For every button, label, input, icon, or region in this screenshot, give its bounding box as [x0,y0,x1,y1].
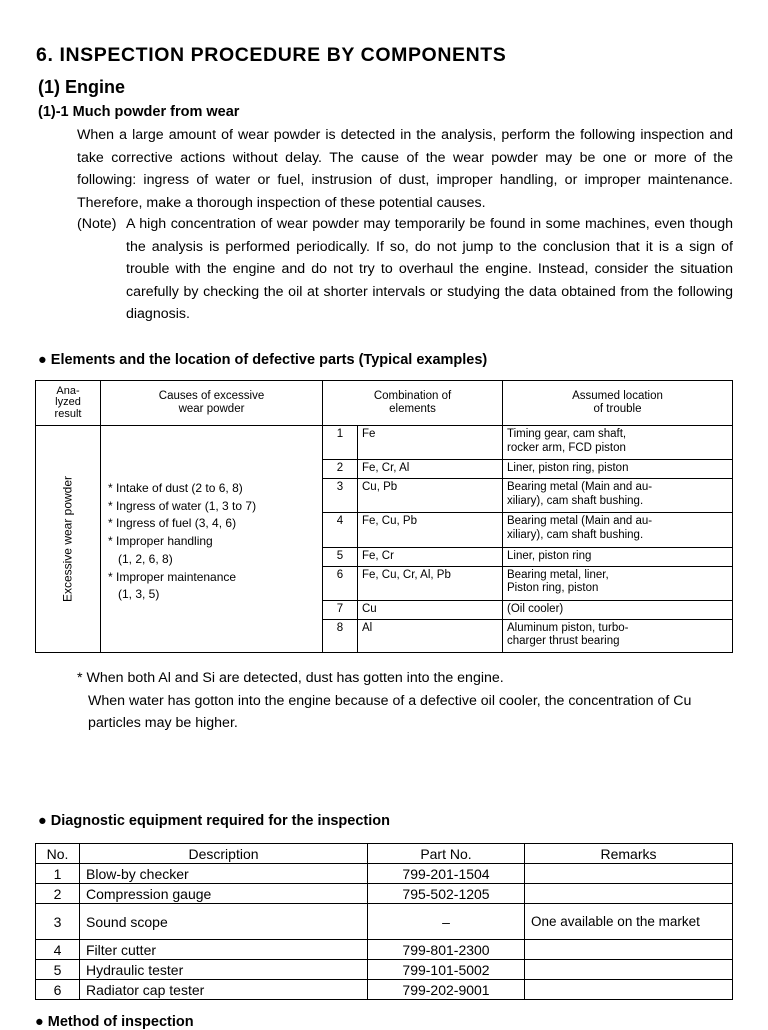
row-number: 6 [323,566,358,600]
intro-paragraph: When a large amount of wear powder is detected in the analysis, perform the following inspection and take corrective actions without delay. The cause of the wear powder may be one or more of the following: ingress of water or fuel, instrusion of dust, improper handling, or improper maintenance. Therefore, make a thorough inspection of these potential causes. [77,127,733,211]
equip-part-no: 799-201-1504 [368,864,525,884]
equip-description: Compression gauge [80,884,368,904]
location-line: xiliary), cam shaft bushing. [507,494,644,507]
row-elements: Al [358,619,503,652]
location-line: Piston ring, piston [507,582,599,595]
row-number: 8 [323,619,358,652]
header-location [503,381,733,426]
row-location [503,619,733,652]
equip-description: Filter cutter [80,940,368,960]
analyzed-result-cell [36,426,101,653]
header-remarks: Remarks [525,844,733,864]
equip-part-no: 799-101-5002 [368,960,525,980]
row-elements: Fe, Cr, Al [358,460,503,479]
table-row [36,940,733,960]
cause-item: * Intake of dust (2 to 6, 8) [108,480,243,495]
row-elements: Fe, Cr [358,547,503,566]
table-row [36,884,733,904]
equip-remarks [525,864,733,884]
equipment-table [35,843,733,1000]
row-elements: Fe [358,426,503,460]
cause-item: * Ingress of water (1, 3 to 7) [108,498,257,513]
subsection-title: (1) Engine [38,77,126,97]
equip-description: Radiator cap tester [80,980,368,1000]
equip-no: 6 [36,980,80,1000]
cause-item: (1, 2, 6, 8) [108,551,173,566]
cause-item: (1, 3, 5) [108,587,160,602]
header-part-no: Part No. [368,844,525,864]
row-location [503,600,733,619]
footnote [77,667,737,735]
equip-part-no: 799-801-2300 [368,940,525,960]
cause-item: * Ingress of fuel (3, 4, 6) [108,516,237,531]
location-line: Aluminum piston, turbo- [507,621,629,634]
equip-no: 1 [36,864,80,884]
row-location [503,566,733,600]
row-location [503,547,733,566]
location-line: Liner, piston ring, piston [507,462,629,475]
header-description: Description [80,844,368,864]
footnote-line-2: When water has gotton into the engine because of a defective oil cooler, the concentration of Cu particles may be higher. [88,692,692,732]
header-text: result [54,407,82,420]
row-number: 3 [323,479,358,513]
header-combination [323,381,503,426]
header-text: elements [389,403,436,415]
equip-part-no: – [368,904,525,940]
note-text: A high concentration of wear powder may temporarily be found in some machines, even though the analysis is performed periodically. If so, do not jump to the conclusion that it is a sign of trouble with the engine and do not try to overhaul the engine. Instead, consider the situation carefully by checking the oil at shorter intervals or studying the data obtained from the following diagnosis. [126,216,733,323]
equip-no: 4 [36,940,80,960]
location-line: Bearing metal (Main and au- [507,481,653,494]
location-line: Timing gear, cam shaft, [507,428,627,440]
equip-part-no: 795-502-1205 [368,884,525,904]
analyzed-result: Excessive wear powder [60,475,75,603]
equip-description: Hydraulic tester [80,960,368,980]
location-line: Bearing metal, liner, [507,568,609,581]
equip-remarks [525,960,733,980]
row-number: 5 [323,547,358,566]
equip-no: 5 [36,960,80,980]
row-elements: Cu [358,600,503,619]
equip-part-no: 799-202-9001 [368,980,525,1000]
location-line: xiliary), cam shaft bushing. [507,528,644,541]
table-row [36,426,733,460]
row-location [503,479,733,513]
equip-description: Sound scope [80,904,368,940]
location-line: rocker arm, FCD piston [507,441,626,454]
footnote-line-1: * When both Al and Si are detected, dust has gotten into the engine. [77,670,504,686]
equip-remarks [525,884,733,904]
row-elements: Cu, Pb [358,479,503,513]
location-line: Bearing metal (Main and au- [507,515,653,528]
table-row [36,980,733,1000]
row-location [503,513,733,547]
table-row [36,904,733,940]
note-label: (Note) [77,216,117,232]
cause-item: * Improper handling [108,534,213,549]
header-no: No. [36,844,80,864]
table-row [36,864,733,884]
row-number: 4 [323,513,358,547]
equipment-heading: ● Diagnostic equipment required for the inspection [38,813,390,829]
row-number: 1 [323,426,358,460]
header-causes [101,381,323,426]
header-text: Causes of excessive [158,389,265,402]
equip-no: 2 [36,884,80,904]
cause-item: * Improper maintenance [108,569,237,584]
table-row [36,960,733,980]
elements-table [35,380,733,653]
header-text: Combination of [373,389,452,402]
section-title: 6. INSPECTION PROCEDURE BY COMPONENTS [36,44,507,66]
equip-remarks [525,980,733,1000]
location-line: charger thrust bearing [507,635,620,648]
elements-table-header [36,381,733,426]
equipment-table-header [36,844,733,864]
header-text: lyzed [55,396,81,409]
elements-heading: ● Elements and the location of defective parts (Typical examples) [38,352,488,368]
causes-cell [101,426,323,653]
equip-no: 3 [36,904,80,940]
header-text: Assumed location [572,389,663,402]
method-heading: ● Method of inspection [35,1014,194,1030]
location-line: Liner, piston ring [507,549,592,562]
row-elements: Fe, Cu, Pb [358,513,503,547]
header-text: Ana- [56,384,80,397]
equip-remarks: One available on the market [525,904,733,940]
equip-remarks [525,940,733,960]
sub-subsection-title: (1)-1 Much powder from wear [38,104,240,120]
row-number: 7 [323,600,358,619]
location-line: (Oil cooler) [507,602,564,615]
row-location [503,460,733,479]
row-number: 2 [323,460,358,479]
row-location [503,426,733,460]
row-elements: Fe, Cu, Cr, Al, Pb [358,566,503,600]
header-text: of trouble [593,403,642,415]
equip-description: Blow-by checker [80,864,368,884]
header-text: wear powder [178,403,245,415]
header-analyzed [36,381,101,426]
